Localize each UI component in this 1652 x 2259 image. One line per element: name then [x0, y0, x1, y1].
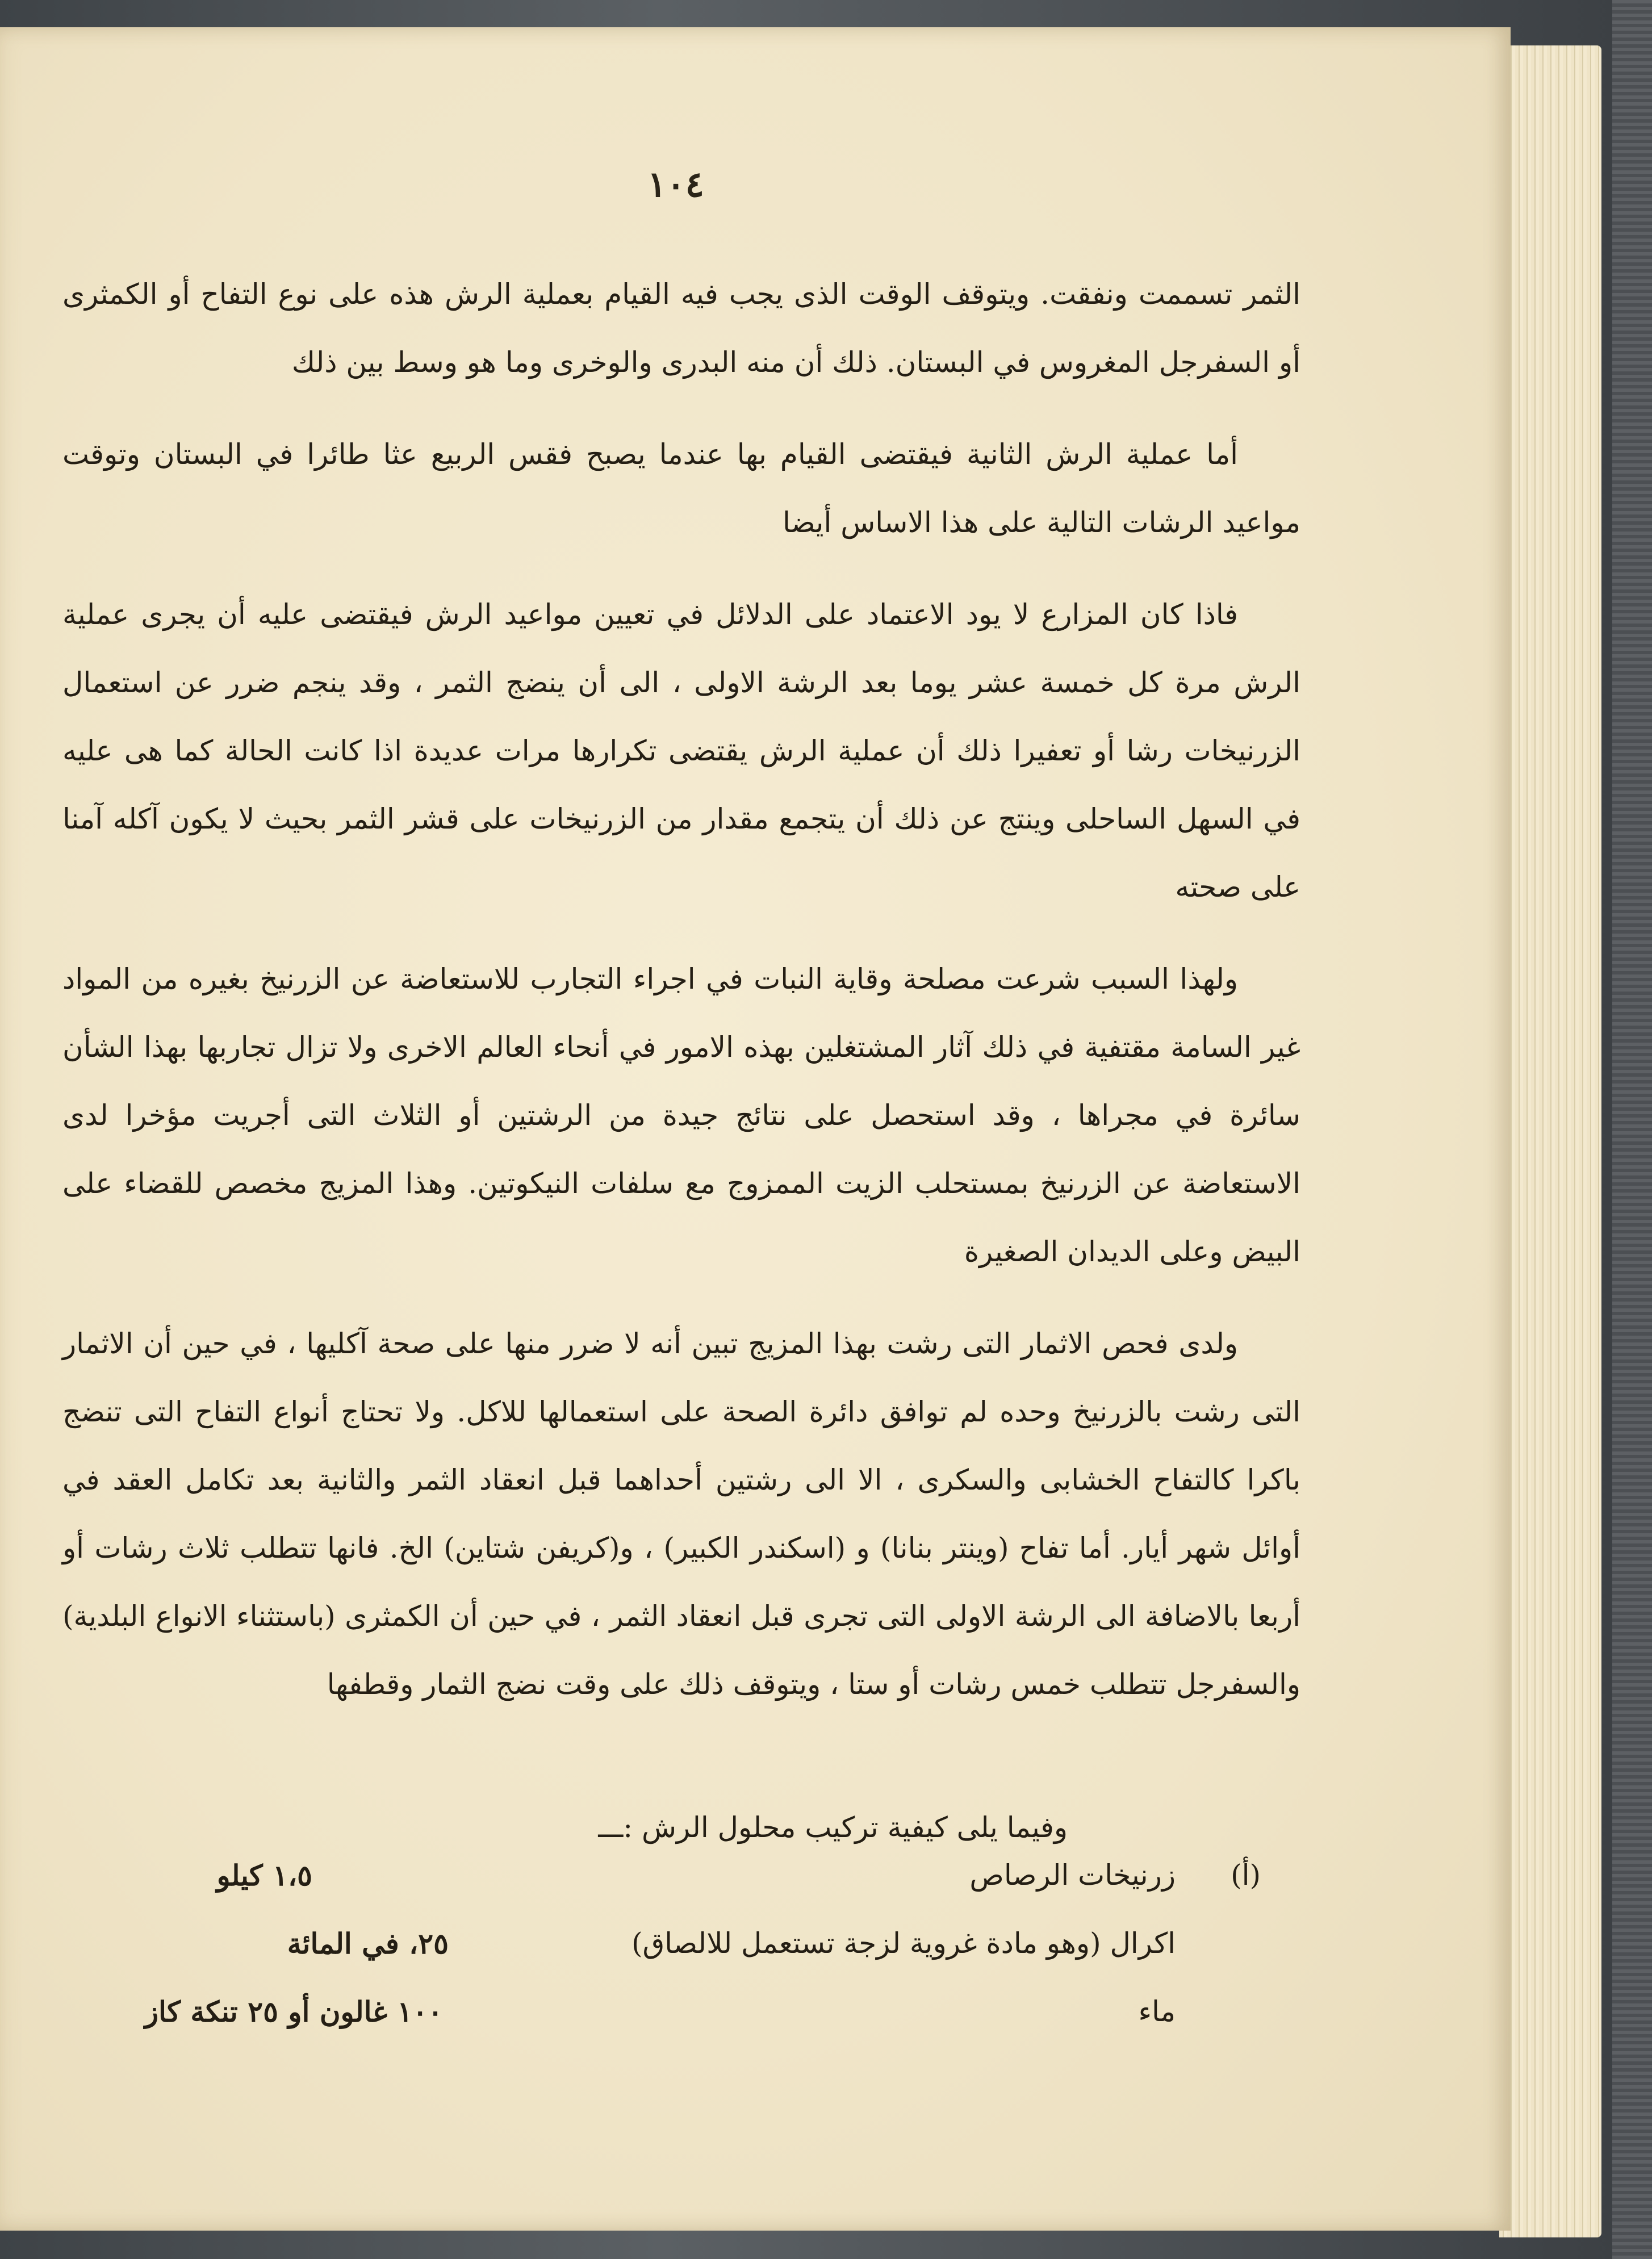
formula-letter: (أ) [1231, 1859, 1261, 1892]
spray-formula [68, 1859, 1261, 2097]
ingredient-name: زرنيخات الرصاص [969, 1859, 1176, 1892]
formula-intro: وفيما يلى كيفية تركيب محلول الرش :ـــ [598, 1811, 1068, 1844]
page-edges [1499, 45, 1601, 2237]
page-number: ١٠٤ [647, 164, 704, 205]
paragraph-2: أما عملية الرش الثانية فيقتضى القيام بها عندما يصبح فقس الربيع عثا طائرا في البستان وتوقت مواعيد الرشات التالية على هذا الاساس أيضا [62, 438, 1300, 539]
ingredient-quantity: ١٠٠ غالون أو ٢٥ تنكة كاز [144, 1995, 443, 2028]
ingredient-name: ماء [1138, 1995, 1176, 2028]
ingredient-quantity: ١،٥ كيلو [216, 1859, 312, 1892]
book-page [0, 27, 1511, 2231]
body-text [62, 260, 1300, 1718]
paragraph-1: الثمر تسممت ونفقت. ويتوقف الوقت الذى يجب فيه القيام بعملية الرش هذه على نوع التفاح أو الكمثرى أو السفرجل المغروس في البستان. ذلك أن منه البدرى والوخرى وما هو وسط بين ذلك [62, 278, 1300, 379]
paragraph-5: ولدى فحص الاثمار التى رشت بهذا المزيج تبين أنه لا ضرر منها على صحة آكليها ، في حين أن الاثمار التى رشت بالزرنيخ وحده لم توافق دائرة الصحة على استعمالها للاكل. ولا تحتاج أنواع التفاح التى تنضج باكرا كالتفاح الخشابى والسكرى ، الا الى رشتين أحداهما قبل انعقاد الثمر والثانية بعد تكامل العقد في أوائل شهر أيار. أما تفاح (وينتر بنانا) و (اسكندر الكبير) ، و(كريفن شتاين) الخ. فانها تتطلب ثلاث رشات أو أربعا بالاضافة الى الرشة الاولى التى تجرى قبل انعقاد الثمر ، في حين أن الكمثرى (باستثناء الانواع البلدية) والسفرجل تتطلب خمس رشات أو ستا ، ويتوقف ذلك على وقت نضج الثمار وقطفها [62, 1327, 1300, 1701]
cover-cloth-edge [1612, 0, 1652, 2259]
ingredient-quantity: ٢٥، في المائة [287, 1927, 449, 1960]
paragraph-3: فاذا كان المزارع لا يود الاعتماد على الدلائل في تعيين مواعيد الرش فيقتضى عليه أن يجرى عملية الرش مرة كل خمسة عشر يوما بعد الرشة الاولى ، الى أن ينضج الثمر ، وقد ينجم ضرر عن استعمال الزرنيخات رشا أو تعفيرا ذلك أن عملية الرش يقتضى تكرارها مرات عديدة اذا كانت الحالة كما هى عليه في السهل الساحلى وينتج عن ذلك أن يتجمع مقدار من الزرنيخات على قشر الثمر بحيث لا يكون آكله آمنا على صحته [62, 598, 1300, 903]
ingredient-name: اكرال (وهو مادة غروية لزجة تستعمل للالصاق) [631, 1927, 1176, 1960]
paragraph-4: ولهذا السبب شرعت مصلحة وقاية النبات في اجراء التجارب للاستعاضة عن الزرنيخ بغيره من المواد غير السامة مقتفية في ذلك آثار المشتغلين بهذه الامور في أنحاء العالم الاخرى ولا تزال تجاربها بهذا الشأن سائرة في مجراها ، وقد استحصل على نتائج جيدة من الرشتين أو الثلاث التى أجريت مؤخرا لدى الاستعاضة عن الزرنيخ بمستحلب الزيت الممزوج مع سلفات النيكوتين. وهذا المزيج مخصص للقضاء على البيض وعلى الديدان الصغيرة [62, 963, 1300, 1268]
